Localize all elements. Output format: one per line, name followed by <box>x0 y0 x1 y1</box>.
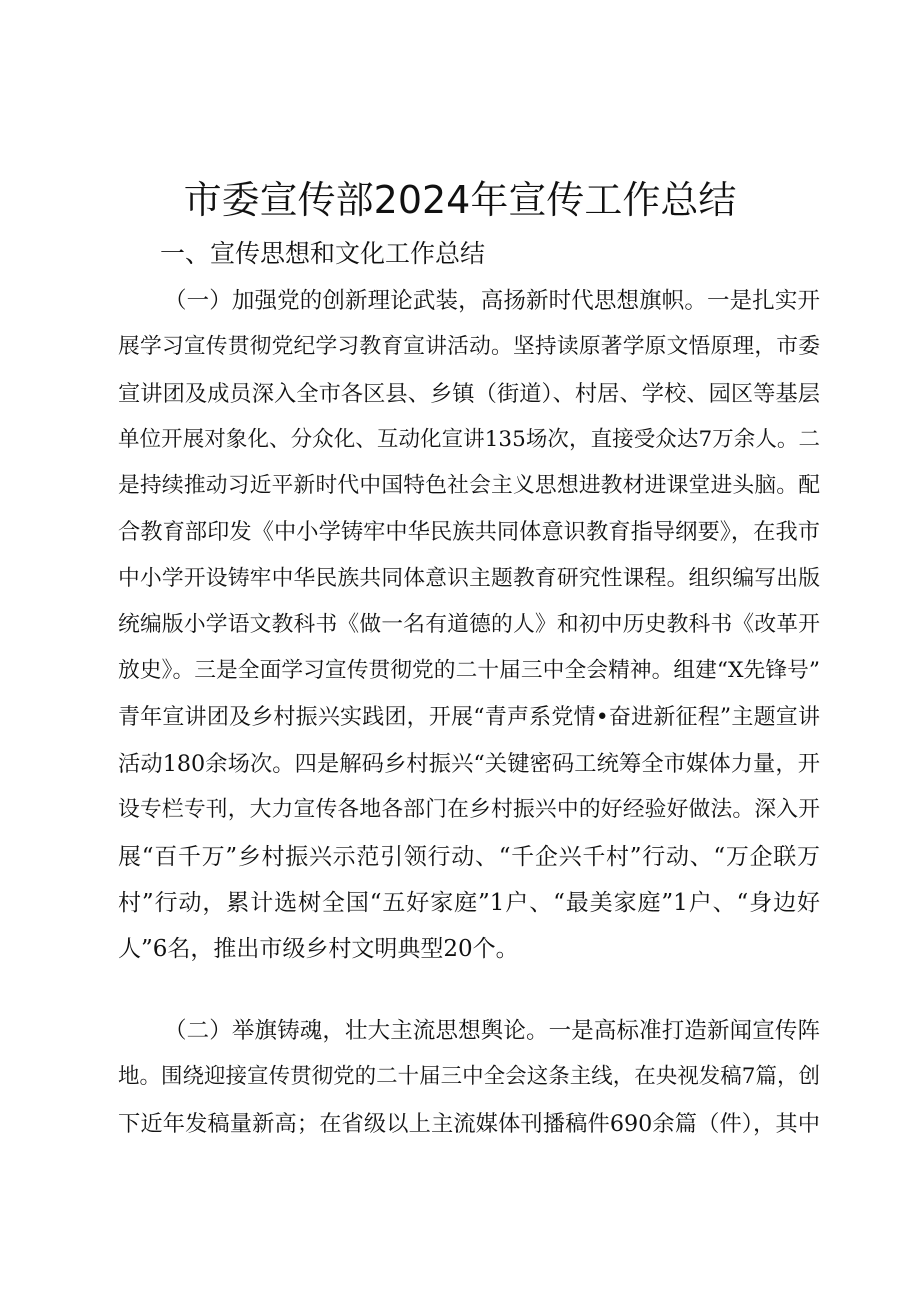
paragraph-1 <box>118 278 820 972</box>
text-line: 放史》。三是全面学习宣传贯彻党的二十届三中全会精神。组建“X先锋号” <box>118 658 820 684</box>
text-line: 展“百千万”乡村振兴示范引领行动、“千企兴千村”行动、“万企联万 <box>118 843 820 870</box>
document-title: 市委宣传部2024年宣传工作总结 <box>183 178 737 222</box>
text-line: 活动180余场次。四是解码乡村振兴“关键密码工统筹全市媒体力量，开 <box>118 750 820 777</box>
section-heading: 一、宣传思想和文化工作总结 <box>160 239 486 268</box>
text-line: 宣讲团及成员深入全市各区县、乡镇（街道）、村居、学校、园区等基层 <box>118 380 820 407</box>
text-line: 下近年发稿量新高；在省级以上主流媒体刊播稿件690余篇（件），其中 <box>118 1110 820 1137</box>
text-line: 村”行动，累计选树全国“五好家庭”1户、“最美家庭”1户、“身边好 <box>118 889 820 916</box>
text-line: 是持续推动习近平新时代中国特色社会主义思想进教材进课堂进头脑。配 <box>118 473 820 499</box>
text-line: 地。围绕迎接宣传贯彻党的二十届三中全会这条主线，在央视发稿7篇，创 <box>118 1064 820 1090</box>
paragraph-2 <box>118 1008 820 1147</box>
text-line: （二）举旗铸魂，壮大主流思想舆论。一是高标准打造新闻宣传阵 <box>164 1018 820 1044</box>
text-line: 单位开展对象化、分众化、互动化宣讲135场次，直接受众达7万余人。二 <box>118 426 820 452</box>
text-line: 青年宣讲团及乡村振兴实践团，开展“青声系党情•奋进新征程”主题宣讲 <box>118 704 820 730</box>
text-line: 人”6名，推出市级乡村文明典型20个。 <box>118 936 519 963</box>
text-line: （一）加强党的创新理论武装，高扬新时代思想旗帜。一是扎实开 <box>164 288 820 314</box>
text-line: 合教育部印发《中小学铸牢中华民族共同体意识教育指导纲要》，在我市 <box>118 519 820 546</box>
text-line: 展学习宣传贯彻党纪学习教育宣讲活动。坚持读原著学原文悟原理，市委 <box>118 334 820 360</box>
text-line: 设专栏专刊，大力宣传各地各部门在乡村振兴中的好经验好做法。深入开 <box>118 797 820 823</box>
text-line: 中小学开设铸牢中华民族共同体意识主题教育研究性课程。组织编写出版 <box>118 565 820 591</box>
text-line: 统编版小学语文教科书《做一名有道德的人》和初中历史教科书《改革开 <box>118 612 820 638</box>
